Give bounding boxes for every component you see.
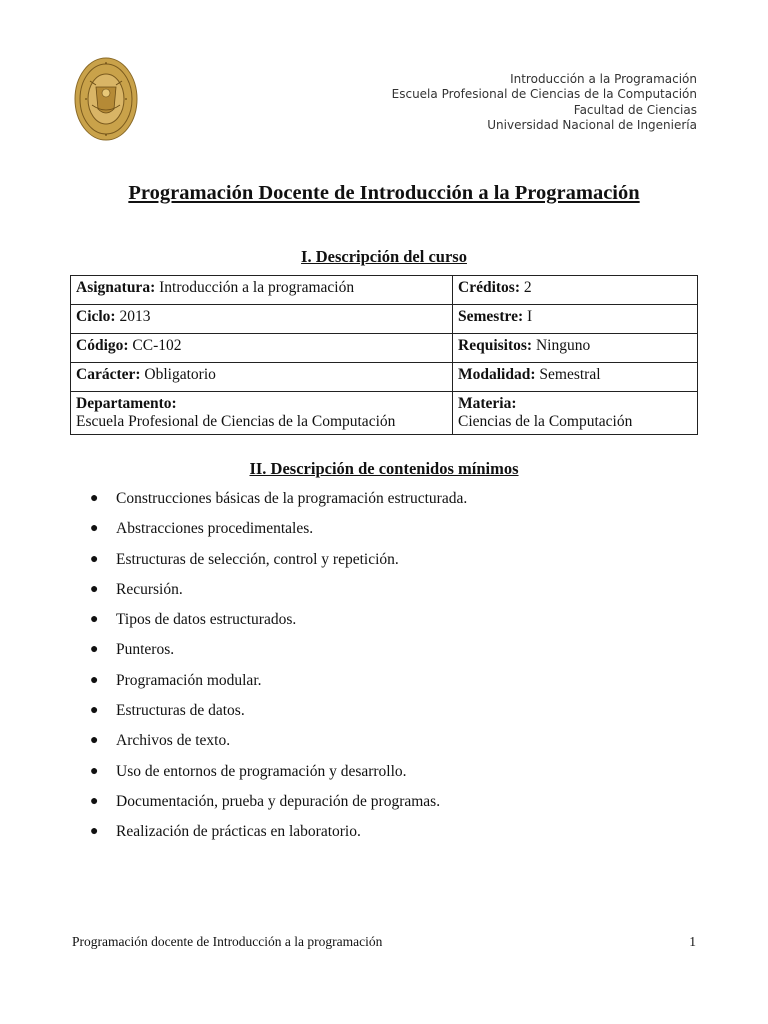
table-cell — [453, 334, 698, 363]
list-item-text: Estructuras de datos. — [116, 702, 245, 720]
list-item — [90, 700, 467, 730]
table-cell — [71, 392, 453, 435]
bullet-icon: ● — [90, 824, 99, 840]
bullet-icon: ● — [90, 703, 99, 719]
table-cell — [453, 305, 698, 334]
field-value-requisitos: Ninguno — [535, 337, 591, 354]
table-cell — [71, 363, 453, 392]
field-value-semestre: I — [527, 308, 533, 325]
list-item — [90, 518, 467, 548]
field-key-codigo: Código: — [76, 337, 129, 354]
list-item — [90, 821, 467, 851]
bullet-icon: ● — [90, 642, 99, 658]
page-number: 1 — [689, 934, 696, 949]
list-item — [90, 639, 467, 669]
field-value-creditos: 2 — [523, 279, 532, 296]
list-item-text: Archivos de texto. — [116, 732, 231, 750]
bullet-icon: ● — [90, 521, 99, 537]
header-school: Escuela Profesional de Ciencias de la Computación — [391, 87, 697, 102]
table-row — [71, 305, 698, 334]
list-item-text: Construcciones básicas de la programación estructurada. — [116, 490, 468, 507]
list-item — [90, 579, 467, 609]
list-item — [90, 488, 467, 518]
course-description-table — [70, 275, 698, 435]
field-key-creditos: Créditos: — [458, 279, 520, 296]
document-title: Programación Docente de Introducción a la Programación — [128, 182, 640, 204]
field-value-ciclo: 2013 — [119, 308, 151, 325]
section-1-heading: I. Descripción del curso — [301, 247, 467, 266]
table-cell — [453, 276, 698, 305]
field-value-materia: Ciencias de la Computación — [458, 413, 633, 430]
list-item-text: Tipos de datos estructurados. — [116, 611, 297, 629]
bullet-icon: ● — [90, 672, 99, 688]
list-item-text: Abstracciones procedimentales. — [116, 520, 314, 538]
bullet-icon: ● — [90, 612, 99, 628]
list-item — [90, 761, 467, 791]
table-row — [71, 334, 698, 363]
list-item — [90, 791, 467, 821]
bullet-icon: ● — [90, 491, 99, 506]
field-key-departamento: Departamento: — [76, 395, 177, 412]
contents-list — [90, 488, 467, 852]
header-university: Universidad Nacional de Ingeniería — [487, 117, 697, 132]
table-cell — [453, 392, 698, 435]
bullet-icon: ● — [90, 733, 99, 749]
bullet-icon: ● — [90, 551, 99, 567]
table-cell — [71, 305, 453, 334]
list-item-text: Programación modular. — [116, 671, 262, 689]
list-item-text: Estructuras de selección, control y repetición. — [116, 550, 399, 568]
university-seal-logo — [74, 57, 138, 141]
field-key-requisitos: Requisitos: — [458, 337, 533, 354]
list-item-text: Documentación, prueba y depuración de programas. — [116, 792, 441, 810]
list-item-text: Recursión. — [116, 580, 183, 598]
field-value-asignatura: Introducción a la programación — [159, 279, 355, 296]
table-row — [71, 276, 698, 305]
list-item-text: Uso de entornos de programación y desarrollo. — [116, 762, 407, 780]
list-item — [90, 670, 467, 700]
header-faculty: Facultad de Ciencias — [573, 102, 697, 117]
header-institution-info — [392, 72, 697, 133]
list-item-text: Punteros. — [116, 641, 175, 659]
table-row — [71, 392, 698, 435]
field-value-codigo: CC-102 — [132, 337, 182, 354]
bullet-icon: ● — [90, 793, 99, 809]
field-value-caracter: Obligatorio — [144, 366, 216, 383]
list-item — [90, 549, 467, 579]
table-row — [71, 363, 698, 392]
bullet-icon: ● — [90, 763, 99, 779]
list-item — [90, 730, 467, 760]
field-key-ciclo: Ciclo: — [76, 308, 116, 325]
table-cell — [71, 334, 453, 363]
field-key-asignatura: Asignatura: — [76, 279, 156, 296]
field-value-departamento: Escuela Profesional de Ciencias de la Computación — [76, 413, 396, 430]
field-key-modalidad: Modalidad: — [458, 366, 536, 383]
section-2-heading: II. Descripción de contenidos mínimos — [249, 459, 519, 478]
header-course-name: Introducción a la Programación — [510, 72, 697, 86]
field-value-modalidad: Semestral — [539, 366, 601, 383]
table-cell — [453, 363, 698, 392]
field-key-caracter: Carácter: — [76, 366, 141, 383]
bullet-icon: ● — [90, 581, 99, 597]
list-item-text: Realización de prácticas en laboratorio. — [116, 823, 361, 841]
table-cell — [71, 276, 453, 305]
field-key-materia: Materia: — [458, 395, 517, 412]
field-key-semestre: Semestre: — [458, 308, 524, 325]
footer-text: Programación docente de Introducción a la programación — [72, 934, 383, 949]
list-item — [90, 609, 467, 639]
